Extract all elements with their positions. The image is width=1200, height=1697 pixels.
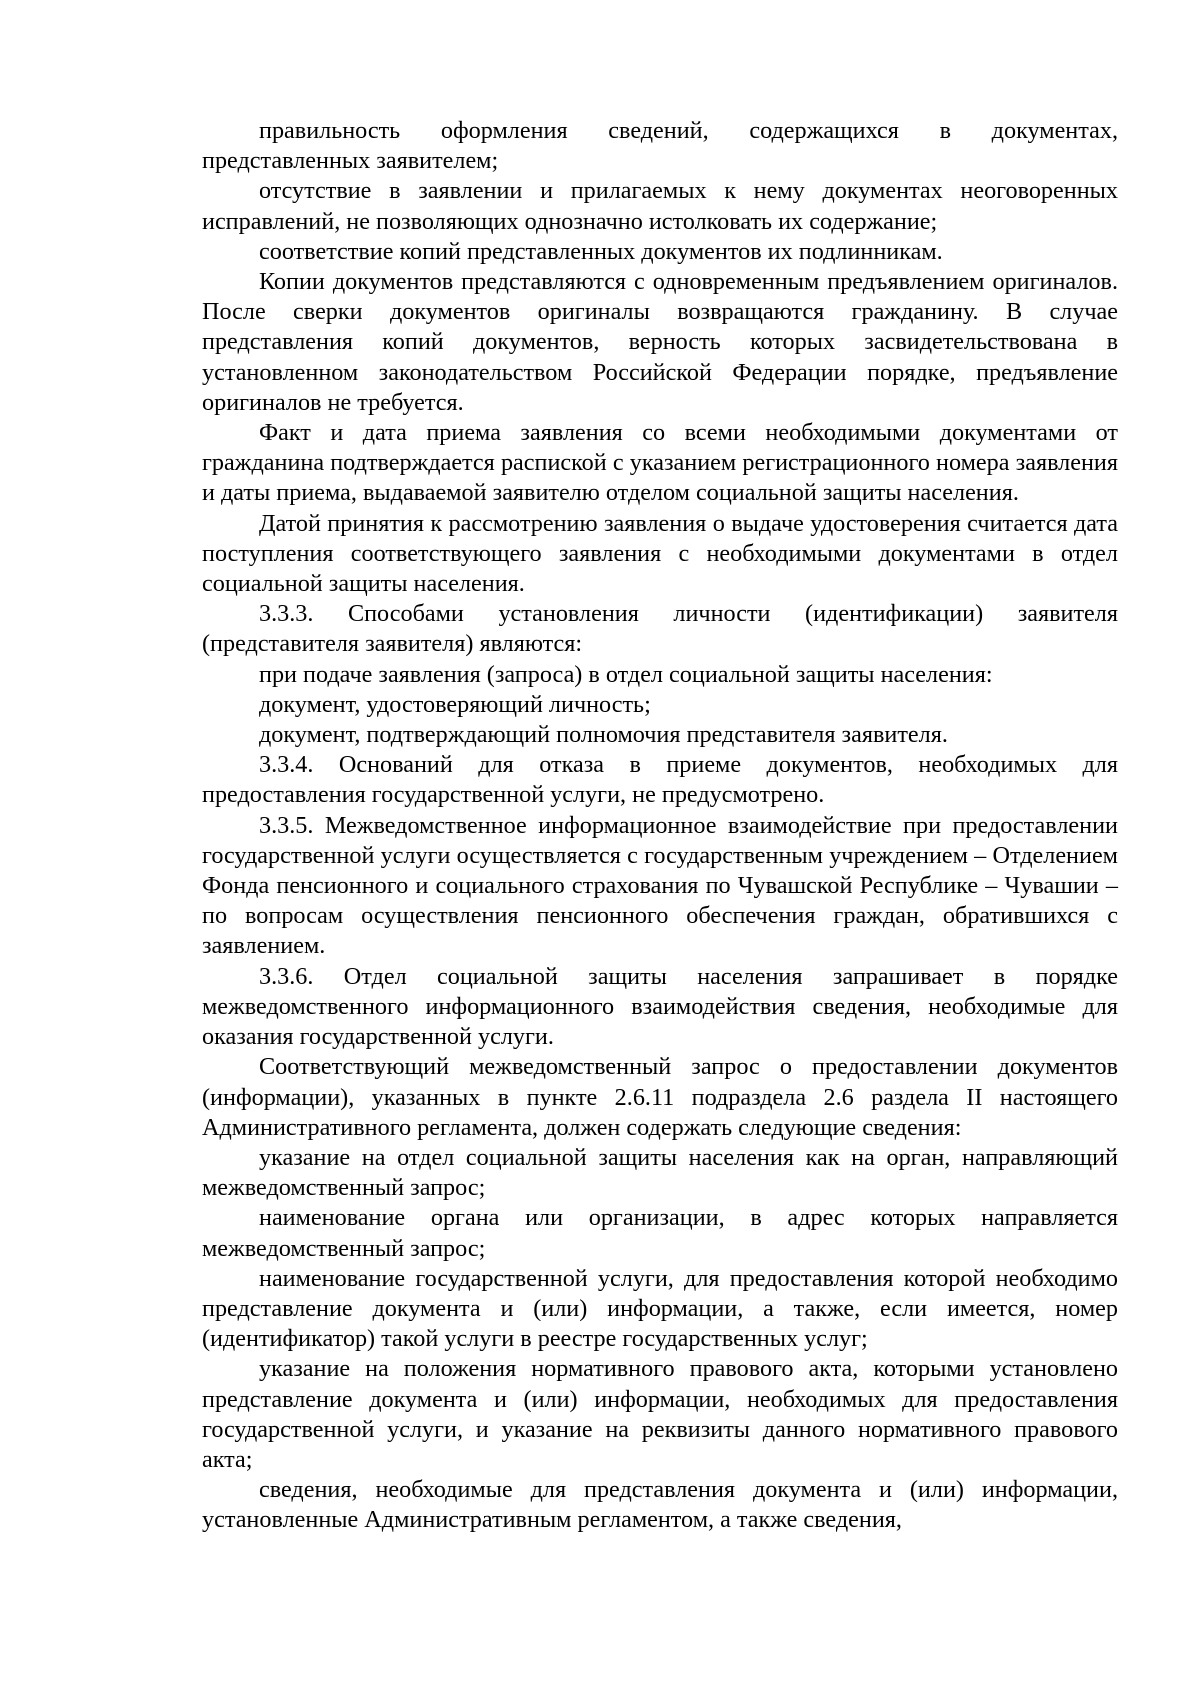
- paragraph-3-3-3: 3.3.3. Способами установления личности (идентификации) заявителя (представителя заявителя) являются:: [202, 600, 1118, 658]
- paragraph-3-3-6: 3.3.6. Отдел социальной защиты населения запрашивает в порядке межведомственного информационного взаимодействия сведения, необходимые для оказания государственной услуги.: [202, 962, 1118, 1051]
- paragraph-3-3-5: 3.3.5. Межведомственное информационное взаимодействие при предоставлении государственной услуги осуществляется с государственным учреждением – Отделением Фонда пенсионного и социального страхования по Чувашской Республике – Чувашии – по вопросам осуществления пенсионного обеспечения граждан, обратившихся с заявлением.: [202, 811, 1118, 960]
- paragraph-copies-originals: Копии документов представляются с одновременным предъявлением оригиналов. После сверки документов оригиналы возвращаются гражданину. В случае представления копий документов, верность которых засвидетельствована в установленном законодательством Российской Федерации порядке, предъявление оригиналов не требуется.: [202, 268, 1118, 416]
- paragraph-receipt: Факт и дата приема заявления со всеми необходимыми документами от гражданина подтверждается распиской с указанием регистрационного номера заявления и даты приема, выдаваемой заявителю отделом социальной защиты населения.: [202, 419, 1118, 507]
- paragraph-copies-match: соответствие копий представленных документов их подлинникам.: [259, 237, 943, 265]
- paragraph-request-contents: Соответствующий межведомственный запрос о предоставлении документов (информации), указанных в пункте 2.6.11 подраздела 2.6 раздела II настоящего Административного регламента, должен содержать следующие сведения:: [202, 1053, 1118, 1141]
- paragraph-no-corrections: отсутствие в заявлении и прилагаемых к нему документах неоговоренных исправлений, не позволяющих однозначно истолковать их содержание;: [202, 177, 1118, 235]
- paragraph-item-service-name: наименование государственной услуги, для предоставления которой необходимо представление документа и (или) информации, а также, если имеется, номер (идентификатор) такой услуги в реестре государственных услуг;: [202, 1264, 1118, 1353]
- paragraph-submission: при подаче заявления (запроса) в отдел социальной защиты населения:: [259, 660, 993, 688]
- paragraph-acceptance-date: Датой принятия к рассмотрению заявления о выдаче удостоверения считается дата поступления соответствующего заявления с необходимыми документами в отдел социальной защиты населения.: [202, 509, 1118, 598]
- paragraph-item-legal-act: указание на положения нормативного правового акта, которыми установлено представление документа и (или) информации, необходимых для предоставления государственной услуги, и указание на реквизиты данного нормативного правового акта;: [202, 1355, 1118, 1473]
- paragraph-item-recipient-body: наименование органа или организации, в адрес которых направляется межведомственный запрос;: [202, 1204, 1118, 1262]
- paragraph-item-requesting-body: указание на отдел социальной защиты населения как на орган, направляющий межведомственный запрос;: [202, 1143, 1118, 1202]
- paragraph-identity-document: документ, удостоверяющий личность;: [259, 690, 651, 718]
- document-page: [202, 116, 1118, 1536]
- paragraph-item-required-info: сведения, необходимые для представления документа и (или) информации, установленные Административным регламентом, а также сведения,: [202, 1476, 1118, 1534]
- paragraph-correct-formatting: правильность оформления сведений, содержащихся в документах, представленных заявителем;: [202, 117, 1118, 175]
- paragraph-authority-document: документ, подтверждающий полномочия представителя заявителя.: [259, 721, 948, 749]
- paragraph-3-3-4: 3.3.4. Оснований для отказа в приеме документов, необходимых для предоставления государственной услуги, не предусмотрено.: [202, 751, 1118, 809]
